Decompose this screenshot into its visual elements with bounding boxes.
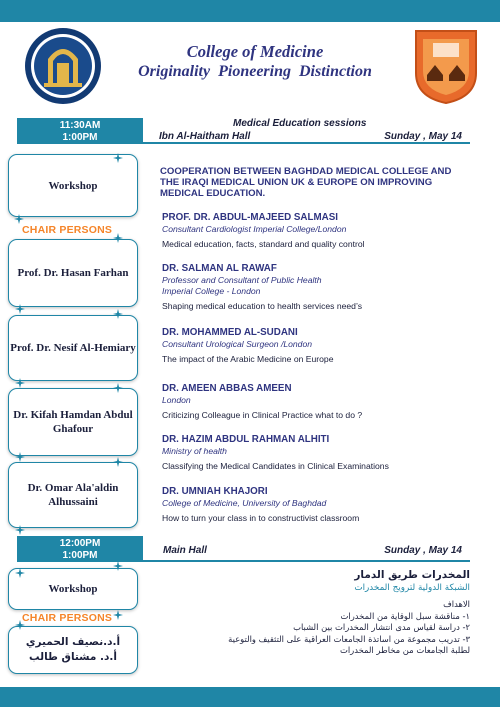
speaker-1-topic: Medical education, facts, standard and quality control bbox=[162, 239, 365, 249]
session2-chairs-box bbox=[8, 626, 138, 674]
chair-box-2 bbox=[8, 315, 138, 381]
speaker-2-affiliation: Professor and Consultant of Public Health bbox=[162, 275, 322, 285]
header-title bbox=[110, 42, 400, 82]
speaker-5-name: DR. HAZIM ABDUL RAHMAN ALHITI bbox=[162, 434, 330, 445]
speaker-4-topic: Criticizing Colleague in Clinical Practice what to do ? bbox=[162, 410, 363, 420]
speaker-2 bbox=[162, 263, 472, 312]
chair-name-2: Prof. Dr. Nesif Al-Hemiary bbox=[10, 342, 136, 354]
speaker-3-affiliation: Consultant Urological Surgeon /London bbox=[162, 339, 313, 349]
session1-title: Medical Education sessions bbox=[233, 118, 367, 129]
chair-name-1: Prof. Dr. Hasan Farhan bbox=[17, 267, 129, 279]
speaker-5-topic: Classifying the Medical Candidates in Clinical Examinations bbox=[162, 461, 389, 471]
top-band bbox=[0, 0, 500, 22]
bottom-band bbox=[0, 687, 500, 707]
college-name: College of Medicine bbox=[186, 42, 324, 61]
session2-workshop-box bbox=[8, 568, 138, 610]
speaker-6-affiliation: College of Medicine, University of Baghdad bbox=[162, 498, 327, 508]
chair-box-4 bbox=[8, 462, 138, 528]
speaker-4 bbox=[162, 383, 472, 421]
session2-arabic-content bbox=[160, 568, 470, 657]
speaker-3 bbox=[162, 327, 472, 365]
session2-chair-2: أ.د. مشتاق طالب bbox=[29, 651, 117, 663]
session1-underline bbox=[143, 142, 470, 144]
speaker-6-name: DR. UMNIAH KHAJORI bbox=[162, 486, 268, 497]
chair-box-3 bbox=[8, 388, 138, 456]
session1-workshop-label: Workshop bbox=[48, 179, 98, 192]
session2-title: المخدرات طريق الدمار bbox=[354, 569, 470, 581]
college-shield-logo bbox=[413, 27, 479, 105]
session2-goal-2: ٢- دراسة لقياس مدى انتشار المخدرات بين الشباب bbox=[293, 622, 470, 632]
session2-goal-3: ٣- تدريب مجموعة من اساتذة الجامعات العراقية على التثقيف والتوعية bbox=[228, 633, 470, 644]
speaker-6-topic: How to turn your class in to constructivist classroom bbox=[162, 513, 360, 523]
speaker-5-affiliation: Ministry of health bbox=[162, 446, 227, 456]
session2-time-end: 1:00PM bbox=[62, 550, 98, 561]
chair-name-4: Dr. Omar Ala'aldin Alhussaini bbox=[27, 482, 119, 508]
session2-time-start: 12:00PM bbox=[59, 538, 101, 549]
session2-chair-1: أ.د.نصيف الحميري bbox=[25, 636, 121, 648]
sparkle-star-icon bbox=[113, 233, 123, 243]
session1-chair-label: CHAIR PERSONS bbox=[22, 224, 113, 236]
session1-time-end: 1:00PM bbox=[62, 132, 98, 143]
speaker-1 bbox=[162, 212, 472, 250]
speaker-3-topic: The impact of the Arabic Medicine on Europe bbox=[162, 354, 334, 364]
speaker-4-affiliation: London bbox=[162, 395, 191, 405]
speaker-4-name: DR. AMEEN ABBAS AMEEN bbox=[162, 383, 292, 394]
speaker-1-name: PROF. DR. ABDUL-MAJEED SALMASI bbox=[162, 212, 338, 223]
sparkle-star-icon bbox=[113, 457, 123, 467]
session2-hall: Main Hall bbox=[163, 545, 207, 556]
speaker-6 bbox=[162, 486, 472, 524]
session1-workshop-box bbox=[8, 154, 138, 217]
sparkle-star-icon bbox=[113, 610, 123, 620]
session1-topic-title: COOPERATION BETWEEN BAGHDAD MEDICAL COLLEGE AND THE IRAQI MEDICAL UNION UK & EUROPE ON IMPROVING MEDICAL EDUCATION. bbox=[160, 166, 452, 199]
session2-goal-3-cont: لطلبة الجامعات من مخاطر المخدرات bbox=[339, 645, 470, 655]
sparkle-star-icon bbox=[113, 561, 123, 571]
sparkle-star-icon bbox=[14, 214, 24, 224]
session2-header bbox=[143, 536, 470, 562]
sparkle-star-icon bbox=[15, 525, 25, 535]
college-motto: Originality Pioneering Distinction bbox=[138, 63, 372, 80]
chair-name-3: Dr. Kifah Hamdan Abdul Ghafour bbox=[13, 409, 133, 435]
session2-goal-1: ١- مناقشة سبل الوقاية من المخدرات bbox=[340, 610, 470, 621]
sparkle-star-icon bbox=[113, 309, 123, 319]
speaker-2-affiliation-2: Imperial College - London bbox=[162, 286, 261, 296]
session2-chair-label: CHAIR PERSONS bbox=[22, 612, 113, 624]
sparkle-star-icon bbox=[15, 620, 25, 630]
speaker-2-topic: Shaping medical education to health services need’s bbox=[162, 301, 363, 311]
sparkle-star-icon bbox=[113, 153, 123, 163]
session1-time bbox=[17, 118, 143, 144]
session1-day: Sunday , May 14 bbox=[384, 131, 462, 142]
session1-hall: Ibn Al-Haitham Hall bbox=[159, 131, 251, 142]
session2-day: Sunday , May 14 bbox=[384, 545, 462, 556]
session2-underline bbox=[143, 560, 470, 562]
session2-goals-label: الاهداف bbox=[443, 599, 470, 609]
sparkle-star-icon bbox=[113, 383, 123, 393]
speaker-1-affiliation: Consultant Cardiologist Imperial College/London bbox=[162, 224, 347, 234]
session1-header bbox=[143, 118, 470, 144]
sparkle-star-icon bbox=[15, 568, 25, 578]
session1-time-start: 11:30AM bbox=[59, 120, 101, 131]
sparkle-star-icon bbox=[15, 304, 25, 314]
sparkle-star-icon bbox=[15, 378, 25, 388]
speaker-5 bbox=[162, 434, 472, 472]
session2-workshop-label: Workshop bbox=[48, 583, 98, 595]
university-seal-logo bbox=[24, 27, 102, 105]
session2-time bbox=[17, 536, 143, 562]
speaker-3-name: DR. MOHAMMED AL-SUDANI bbox=[162, 327, 298, 338]
speaker-2-name: DR. SALMAN AL RAWAF bbox=[162, 263, 277, 274]
session2-subtitle: الشبكة الدولية لترويج المخدرات bbox=[354, 583, 470, 593]
chair-box-1 bbox=[8, 239, 138, 307]
sparkle-star-icon bbox=[15, 452, 25, 462]
